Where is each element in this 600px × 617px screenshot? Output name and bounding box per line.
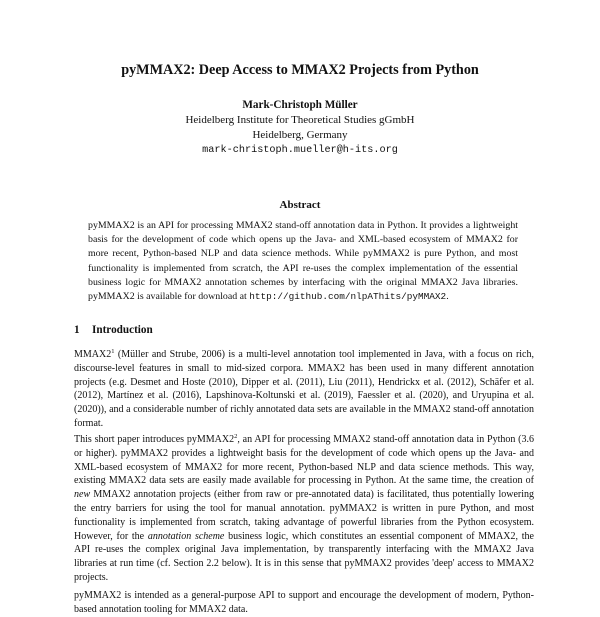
intro-paragraph-3: pyMMAX2 is intended as a general-purpose API to support and encourage the development of modern, Python-based annotation tooling for MMAX2 data. — [74, 590, 534, 615]
para2-start: This short paper introduces pyMMAX2 — [74, 434, 235, 445]
abstract-text: pyMMAX2 is an API for processing MMAX2 stand-off annotation data in Python. It provides a lightweight basis for the development of code which opens up the Java- and XML-based ecosystem of MMAX2 for more recent, Python-based NLP and data science methods. While pyMMAX2 is pure Python, and most functionality is implemented from scratch, the API re-uses the complex implementation of the essential business logic for MMAX2 annotation schemes by interfacing with the original MMAX2 Java libraries. pyMMAX2 is available for download at — [88, 220, 518, 303]
para2-emphasis-new: new — [74, 489, 91, 501]
author-name: Mark-Christoph Müller — [242, 99, 358, 111]
para2-emphasis-annotation-scheme: annotation scheme — [147, 530, 225, 542]
author-location: Heidelberg, Germany — [252, 129, 348, 141]
section-number: 1 — [74, 324, 80, 336]
author-affiliation: Heidelberg Institute for Theoretical Studies gGmbH — [185, 114, 415, 126]
author-block — [0, 98, 600, 158]
section-title: Introduction — [92, 324, 153, 336]
para2-text-b: MMAX2 annotation projects (either from raw or pre-annotated data) is facilitated, thus potentially lowering the entry barriers for using the tool for manual annotation. pyMMAX2 is written in pure Python, and most functionality is implemented from scratch, taking advantage of powerful libraries from the Python ecosystem. However, for the — [74, 489, 534, 542]
footnote-marker-2[interactable]: 2 — [234, 433, 238, 440]
para1-text: (Müller and Strube, 2006) is a multi-level annotation tool implemented in Java, with a focus on rich, discourse-level features in small to mid-sized corpora. MMAX2 has been used in many different annotation projects (e.g. Desmet and Hoste (2010), Dipper et al. (2011), Liu (2011), Hendrickx et al. (2012), Schäfer et al. (2012), Martínez et al. (2016), Lapshinova-Koltunski et al. (2019), Faessler et al. (2020), and Uryupina et al. (2020)), and a considerable number of richly annotated data sets are available in the MMAX2 stand-off annotation format. — [74, 349, 534, 429]
para1-start: MMAX2 — [74, 349, 112, 360]
abstract-body — [88, 219, 518, 304]
abstract-download-link[interactable]: http://github.com/nlpAThits/pyMMAX2 — [249, 291, 447, 303]
intro-paragraph-1 — [74, 348, 534, 431]
abstract-end: . — [446, 291, 449, 303]
footnote-marker-1[interactable]: 1 — [111, 348, 115, 355]
section-heading-introduction — [74, 323, 534, 338]
abstract-heading: Abstract — [279, 199, 321, 211]
paper-title: pyMMAX2: Deep Access to MMAX2 Projects from Python — [121, 62, 479, 78]
para2-text-c: business logic, which constitutes an essential component of MMAX2, the API re-uses the complex original Java implementation, by transparently interfacing with the MMAX2 Java libraries at run time (cf. Section 2.2 below). It is in this sense that pyMMAX2 provides 'deep' access to MMAX2 projects. — [74, 530, 534, 583]
para2-text-a: , an API for processing MMAX2 stand-off annotation data in Python (3.6 or higher). pyMMAX2 provides a lightweight basis for the development of code which opens up the Java- and XML-based ecosystem of MMAX2 for more recent, Python-based NLP and data science methods. This way, existing MMAX2 data sets are easily made available for processing in Python. At the same time, the creation of — [74, 434, 535, 487]
author-email: mark-christoph.mueller@h-its.org — [202, 145, 398, 156]
intro-paragraph-2 — [74, 433, 534, 585]
